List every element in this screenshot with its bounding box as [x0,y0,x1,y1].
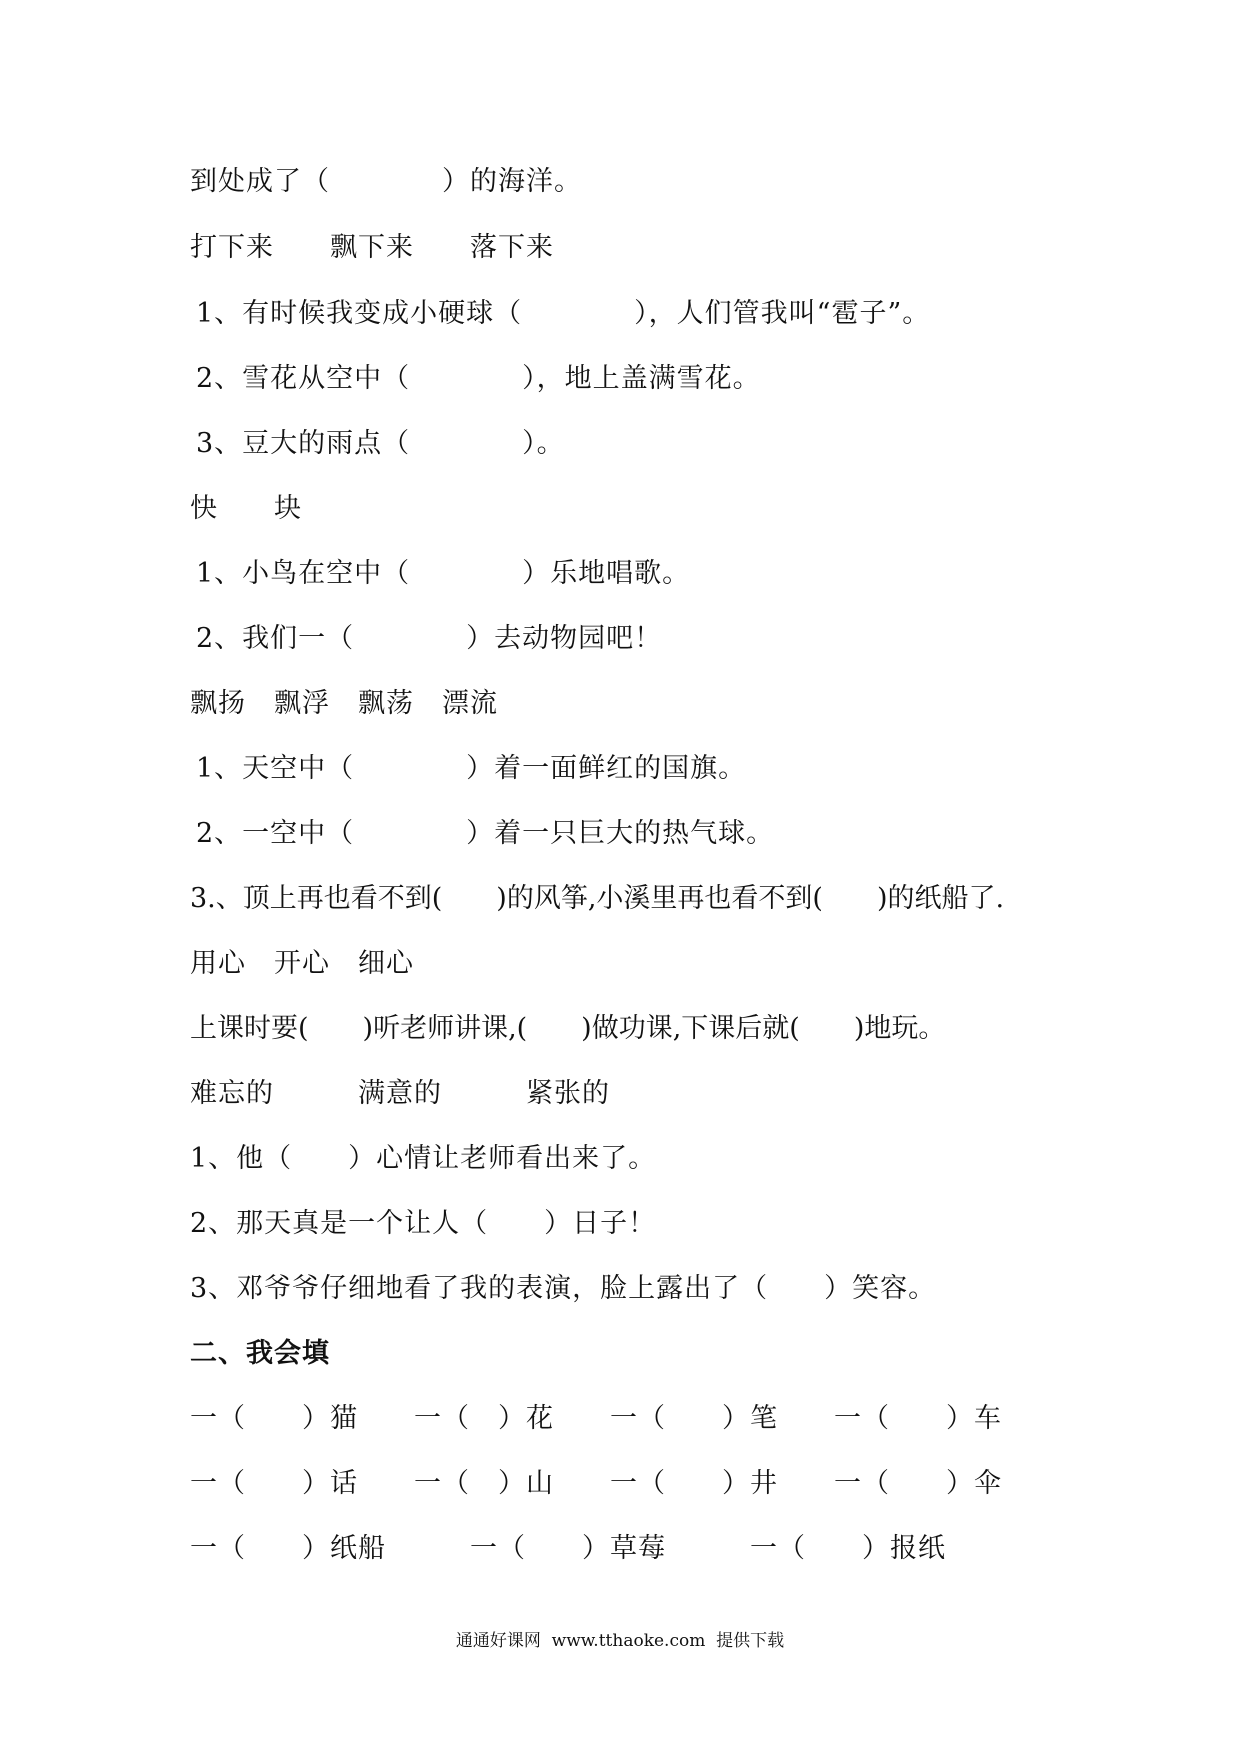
question-1-3: 3、豆大的雨点（ ）。 [196,428,565,459]
page-footer: 通通好课网 www.tthaoke.com 提供下载 [455,1631,785,1651]
question-5-2: 2、那天真是一个让人（ ）日子！ [190,1208,657,1239]
measure-word-row-2: 一（ ）话 一（ ）山 一（ ）井 一（ ）伞 [190,1468,1002,1499]
question-5-3: 3、邓爷爷仔细地看了我的表演，脸上露出了（ ）笑容。 [190,1273,937,1304]
measure-word-row-3: 一（ ）纸船 一（ ）草莓 一（ ）报纸 [190,1533,946,1564]
question-2-1: 1、小鸟在空中（ ）乐地唱歌。 [196,558,691,589]
question-3-1: 1、天空中（ ）着一面鲜红的国旗。 [196,753,747,784]
question-4-1: 上课时要( )听老师讲课,( )做功课,下课后就( )地玩。 [190,1013,946,1044]
word-choices-1: 打下来 飘下来 落下来 [190,232,554,263]
word-choices-3: 飘扬 飘浮 飘荡 漂流 [190,688,498,719]
question-1-2: 2、雪花从空中（ ），地上盖满雪花。 [196,363,761,394]
word-choices-4: 用心 开心 细心 [190,948,414,979]
question-1-1: 1、有时候我变成小硬球（ ），人们管我叫“雹子”。 [196,298,931,329]
section-heading-2: 二、我会填 [190,1338,330,1369]
question-2-2: 2、我们一（ ）去动物园吧！ [196,623,663,654]
word-choices-2: 快 块 [190,493,302,524]
text-line-1: 到处成了（ ）的海洋。 [190,166,582,197]
question-3-2: 2、一空中（ ）着一只巨大的热气球。 [196,818,775,849]
question-5-1: 1、他（ ）心情让老师看出来了。 [190,1143,657,1174]
word-choices-5: 难忘的 满意的 紧张的 [190,1078,610,1109]
measure-word-row-1: 一（ ）猫 一（ ）花 一（ ）笔 一（ ）车 [190,1403,1002,1434]
question-3-3: 3.、顶上再也看不到( )的风筝,小溪里再也看不到( )的纸船了. [190,883,1005,914]
